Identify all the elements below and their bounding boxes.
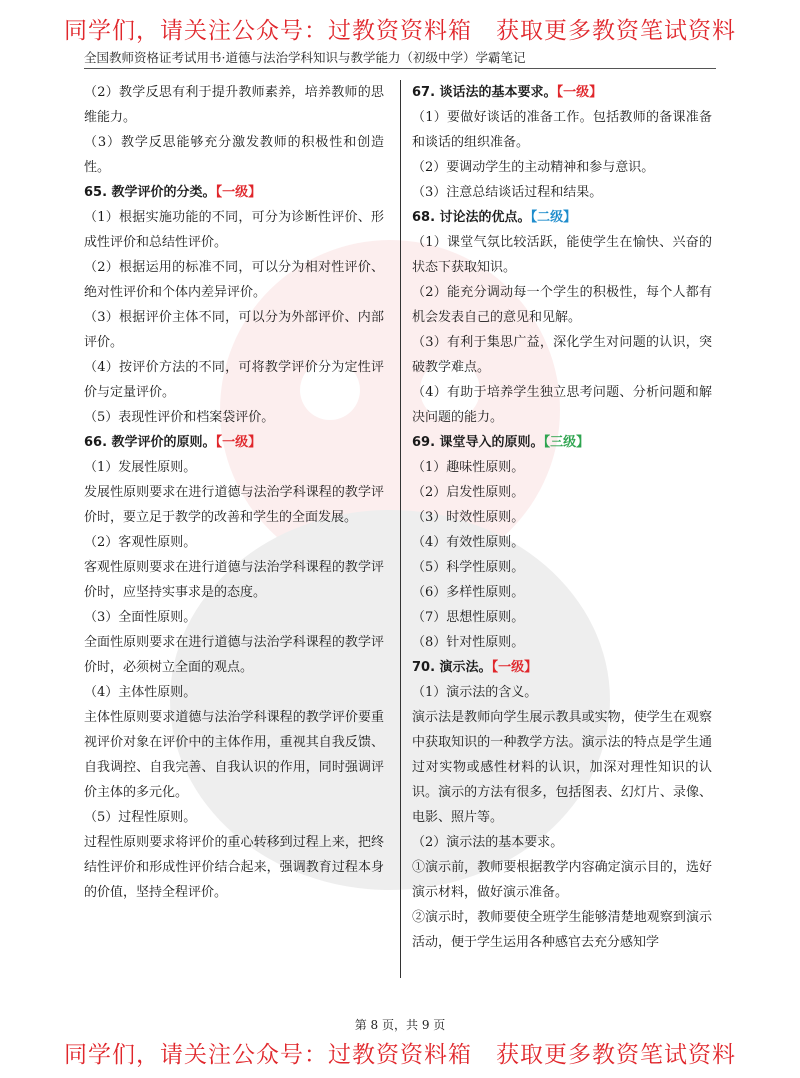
paragraph: （1）演示法的含义。	[412, 685, 538, 700]
section-heading	[412, 655, 712, 680]
paragraph: 发展性原则要求在进行道德与法治学科课程的教学评价时，要立足于教学的改善和学生的全面发展。	[84, 485, 384, 525]
paragraph: 主体性原则要求道德与法治学科课程的教学评价要重视评价对象在评价中的主体作用，重视其自我反馈、自我调控、自我完善、自我认识的作用，同时强调评价主体的多元化。	[84, 710, 384, 800]
paragraph: （3）教学反思能够充分激发教师的积极性和创造性。	[84, 135, 384, 175]
level-badge: 【一级】	[491, 660, 538, 675]
section-heading	[412, 80, 712, 105]
section-title: 69. 课堂导入的原则。	[412, 435, 544, 450]
promo-banner-bottom: 同学们，请关注公众号：过教资资料箱 获取更多教资笔试资料	[64, 1042, 736, 1068]
paragraph: （8）针对性原则。	[412, 635, 525, 650]
paragraph: （6）多样性原则。	[412, 585, 525, 600]
section-heading	[412, 430, 712, 455]
level-badge: 【三级】	[543, 435, 590, 450]
paragraph: （5）过程性原则。	[84, 810, 197, 825]
column-divider	[400, 80, 401, 978]
paragraph: （3）注意总结谈话过程和结果。	[412, 185, 603, 200]
section-title: 65. 教学评价的分类。	[84, 185, 216, 200]
paragraph: （5）科学性原则。	[412, 560, 525, 575]
paragraph: （7）思想性原则。	[412, 610, 525, 625]
paragraph: （3）时效性原则。	[412, 510, 525, 525]
level-badge: 【一级】	[556, 85, 603, 100]
paragraph: （1）课堂气氛比较活跃，能使学生在愉快、兴奋的状态下获取知识。	[412, 235, 712, 275]
paragraph: （3）根据评价主体不同，可以分为外部评价、内部评价。	[84, 310, 384, 350]
paragraph: （2）演示法的基本要求。	[412, 835, 564, 850]
paragraph: （2）客观性原则。	[84, 535, 197, 550]
section-heading	[84, 430, 384, 455]
right-column	[412, 80, 712, 955]
paragraph: （1）趣味性原则。	[412, 460, 525, 475]
paragraph: 演示法是教师向学生展示教具或实物，使学生在观察中获取知识的一种教学方法。演示法的特点是学生通过对实物或感性材料的认识，加深对理性知识的认识。演示的方法有很多，包括图表、幻灯片、录像、电影、照片等。	[412, 710, 712, 825]
paragraph: （3）有利于集思广益，深化学生对问题的认识，突破教学难点。	[412, 335, 712, 375]
paragraph: （5）表现性评价和档案袋评价。	[84, 410, 275, 425]
promo-banner-top: 同学们，请关注公众号：过教资资料箱 获取更多教资笔试资料	[64, 18, 736, 44]
paragraph: （2）要调动学生的主动精神和参与意识。	[412, 160, 655, 175]
left-column	[84, 80, 384, 905]
level-badge: 【一级】	[215, 185, 262, 200]
paragraph: （2）根据运用的标准不同，可以分为相对性评价、绝对性评价和个体内差异评价。	[84, 260, 384, 300]
paragraph: （1）要做好谈话的准备工作。包括教师的备课准备和谈话的组织准备。	[412, 110, 712, 150]
paragraph: （1）发展性原则。	[84, 460, 197, 475]
paragraph: （4）有助于培养学生独立思考问题、分析问题和解决问题的能力。	[412, 385, 712, 425]
paragraph: （4）按评价方法的不同，可将教学评价分为定性评价与定量评价。	[84, 360, 384, 400]
paragraph: （4）有效性原则。	[412, 535, 525, 550]
paragraph: 全面性原则要求在进行道德与法治学科课程的教学评价时，必须树立全面的观点。	[84, 635, 384, 675]
section-heading	[412, 205, 712, 230]
paragraph: （2）能充分调动每一个学生的积极性，每个人都有机会发表自己的意见和见解。	[412, 285, 712, 325]
header-rule	[84, 68, 716, 69]
paragraph: 客观性原则要求在进行道德与法治学科课程的教学评价时，应坚持实事求是的态度。	[84, 560, 384, 600]
section-heading	[84, 180, 384, 205]
page-number: 第 8 页，共 9 页	[354, 1018, 446, 1032]
paragraph: ②演示时，教师要使全班学生能够清楚地观察到演示活动，便于学生运用各种感官去充分感知学	[412, 910, 712, 950]
paragraph: （2）教学反思有利于提升教师素养，培养教师的思维能力。	[84, 85, 384, 125]
paragraph: （3）全面性原则。	[84, 610, 197, 625]
paragraph: （4）主体性原则。	[84, 685, 197, 700]
book-subtitle: 全国教师资格证考试用书·道德与法治学科知识与教学能力（初级中学）学霸笔记	[84, 50, 526, 65]
section-title: 66. 教学评价的原则。	[84, 435, 216, 450]
paragraph: ①演示前，教师要根据教学内容确定演示目的，选好演示材料，做好演示准备。	[412, 860, 712, 900]
level-badge: 【一级】	[215, 435, 262, 450]
section-title: 70. 演示法。	[412, 660, 492, 675]
section-title: 67. 谈话法的基本要求。	[412, 85, 557, 100]
section-title: 68. 讨论法的优点。	[412, 210, 531, 225]
level-badge: 【二级】	[530, 210, 577, 225]
paragraph: 过程性原则要求将评价的重心转移到过程上来，把终结性评价和形成性评价结合起来，强调教育过程本身的价值，坚持全程评价。	[84, 835, 384, 900]
paragraph: （2）启发性原则。	[412, 485, 525, 500]
paragraph: （1）根据实施功能的不同，可分为诊断性评价、形成性评价和总结性评价。	[84, 210, 384, 250]
